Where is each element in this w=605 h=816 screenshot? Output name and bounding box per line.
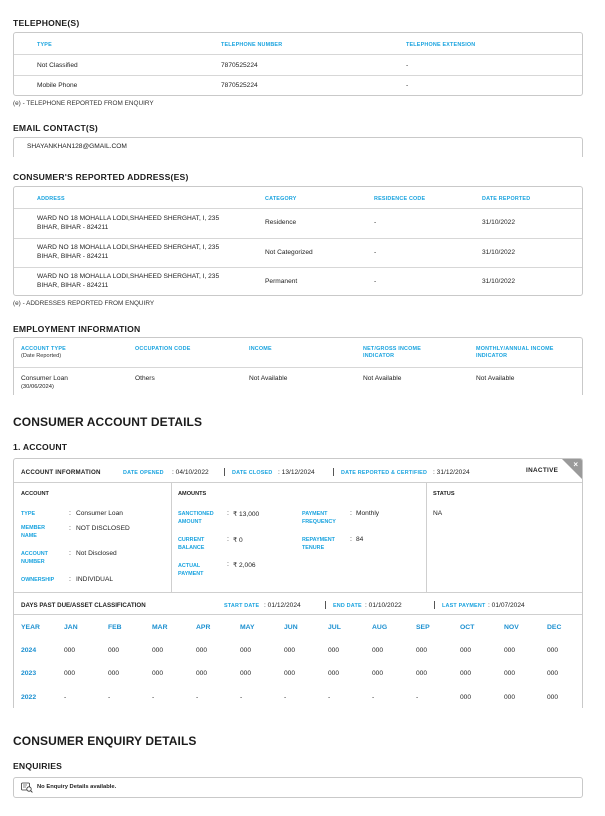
date-opened-value: : 04/10/2022 — [172, 469, 209, 476]
dpd-cell: 000 — [240, 647, 252, 654]
telephones-note: (e) - TELEPHONE REPORTED FROM ENQUIRY — [13, 100, 154, 107]
employment-occupation: Others — [135, 375, 155, 382]
employment-net-gross: Not Available — [363, 375, 402, 382]
enquiry-box — [13, 777, 583, 798]
colon: : — [227, 510, 229, 517]
last-payment-value: : 01/07/2024 — [488, 602, 525, 609]
date-certified-label: DATE REPORTED & CERTIFIED — [341, 470, 428, 476]
dpd-cell: - — [64, 694, 67, 701]
account-info-label: ACCOUNT INFORMATION — [21, 469, 101, 476]
residence-code-header: RESIDENCE CODE — [374, 196, 426, 202]
dpd-cell: 000 — [196, 670, 208, 677]
colon: : — [350, 510, 352, 517]
month-header: DEC — [547, 624, 562, 631]
dpd-cell: - — [108, 694, 111, 701]
account-details-title: CONSUMER ACCOUNT DETAILS — [13, 415, 203, 429]
month-header: FEB — [108, 624, 122, 631]
employment-account-type: Consumer Loan — [21, 375, 68, 382]
ownership-label: OWNERSHIP — [21, 577, 55, 583]
address-category: Residence — [265, 219, 297, 226]
monthly-income-header: MONTHLY/ANNUAL INCOME — [476, 346, 554, 352]
month-header: MAR — [152, 624, 168, 631]
telephone-number: 7870525224 — [221, 82, 258, 89]
actual-payment-value: ₹ 2,006 — [233, 562, 256, 569]
dpd-cell: 000 — [328, 647, 340, 654]
month-header: MAY — [240, 624, 255, 631]
account-number-label-2: NUMBER — [21, 559, 45, 565]
month-header: JUL — [328, 624, 341, 631]
dpd-year: 2023 — [21, 670, 37, 677]
address-line-2: BIHAR, BIHAR - 824211 — [37, 224, 109, 231]
dpd-cell: 000 — [416, 670, 428, 677]
category-header: CATEGORY — [265, 196, 297, 202]
addresses-title: CONSUMER'S REPORTED ADDRESS(ES) — [13, 172, 189, 182]
sanctioned-amount-label: SANCTIONED — [178, 511, 214, 517]
enquiry-title: CONSUMER ENQUIRY DETAILS — [13, 734, 197, 748]
address-line-1: WARD NO 18 MOHALLA LODI,SHAHEED SHERGHAT, I, 235 — [37, 273, 220, 280]
employment-monthly: Not Available — [476, 375, 515, 382]
address-category: Permanent — [265, 278, 298, 285]
dpd-cell: 000 — [284, 647, 296, 654]
member-name-label: MEMBER — [21, 525, 45, 531]
dpd-cell: 000 — [108, 647, 120, 654]
address-residence-code: - — [374, 249, 377, 256]
member-name-label-2: NAME — [21, 533, 37, 539]
address-date: 31/10/2022 — [482, 219, 516, 226]
date-closed-value: : 13/12/2024 — [278, 469, 315, 476]
payment-frequency-value: Monthly — [356, 510, 380, 517]
dpd-cell: 000 — [196, 647, 208, 654]
status-column-title: STATUS — [433, 491, 455, 497]
date-reported-header: DATE REPORTED — [482, 196, 531, 202]
dpd-cell: 000 — [372, 670, 384, 677]
repayment-tenure-label-2: TENURE — [302, 545, 325, 551]
current-balance-value: ₹ 0 — [233, 537, 243, 544]
dpd-cell: 000 — [504, 694, 516, 701]
telephones-table — [13, 32, 583, 96]
dpd-cell: 000 — [108, 670, 120, 677]
colon: : — [227, 536, 229, 543]
dpd-cell: 000 — [504, 647, 516, 654]
year-header: YEAR — [21, 624, 40, 631]
repayment-tenure-value: 84 — [356, 536, 364, 543]
dpd-cell: 000 — [372, 647, 384, 654]
dpd-cell: 000 — [284, 670, 296, 677]
address-header: ADDRESS — [37, 196, 65, 202]
sanctioned-amount-label-2: AMOUNT — [178, 519, 202, 525]
account-card — [13, 458, 583, 708]
date-opened-label: DATE OPENED — [123, 470, 164, 476]
dpd-cell: 000 — [416, 647, 428, 654]
telephones-header-extension: TELEPHONE EXTENSION — [406, 42, 476, 48]
dpd-cell: - — [240, 694, 243, 701]
email-value: SHAYANKHAN128@GMAIL.COM — [27, 143, 127, 150]
amounts-column-title: AMOUNTS — [178, 491, 207, 497]
type-label: TYPE — [21, 511, 36, 517]
addresses-table — [13, 186, 583, 296]
telephone-type: Not Classified — [37, 62, 78, 69]
address-date: 31/10/2022 — [482, 249, 516, 256]
last-payment-label: LAST PAYMENT — [442, 603, 486, 609]
address-line-1: WARD NO 18 MOHALLA LODI,SHAHEED SHERGHAT, I, 235 — [37, 244, 220, 251]
dpd-cell: 000 — [328, 670, 340, 677]
address-line-2: BIHAR, BIHAR - 824211 — [37, 253, 109, 260]
dpd-cell: 000 — [64, 670, 76, 677]
account-number-label: ACCOUNT — [21, 551, 48, 557]
status-value: NA — [433, 510, 443, 517]
payment-frequency-label-2: FREQUENCY — [302, 519, 336, 525]
dpd-cell: 000 — [240, 670, 252, 677]
address-residence-code: - — [374, 219, 377, 226]
colon: : — [69, 576, 71, 583]
net-gross-header: NET/GROSS INCOME — [363, 346, 422, 352]
dpd-cell: 000 — [504, 670, 516, 677]
telephones-header-type: TYPE — [37, 42, 52, 48]
address-category: Not Categorized — [265, 249, 313, 256]
monthly-income-header-2: INDICATOR — [476, 353, 508, 359]
no-enquiry-text: No Enquiry Details available. — [37, 784, 117, 790]
end-date-value: : 01/10/2022 — [365, 602, 402, 609]
corner-flag — [561, 458, 583, 480]
end-date-label: END DATE — [333, 603, 362, 609]
start-date-label: START DATE — [224, 603, 260, 609]
address-date: 31/10/2022 — [482, 278, 516, 285]
month-header: JUN — [284, 624, 298, 631]
dpd-cell: - — [284, 694, 287, 701]
month-header: SEP — [416, 624, 430, 631]
colon: : — [69, 550, 71, 557]
telephone-type: Mobile Phone — [37, 82, 78, 89]
employment-date: (30/06/2024) — [21, 384, 54, 390]
status-badge: INACTIVE — [526, 467, 559, 474]
start-date-value: : 01/12/2024 — [264, 602, 301, 609]
repayment-tenure-label: REPAYMENT — [302, 537, 335, 543]
dpd-cell: 000 — [152, 670, 164, 677]
dpd-cell: 000 — [460, 670, 472, 677]
document-search-icon — [21, 782, 33, 795]
dpd-cell: 000 — [547, 694, 559, 701]
type-value: Consumer Loan — [76, 510, 123, 517]
payment-frequency-label: PAYMENT — [302, 511, 328, 517]
net-gross-header-2: INDICATOR — [363, 353, 395, 359]
income-header: INCOME — [249, 346, 272, 352]
addresses-note: (e) - ADDRESSES REPORTED FROM ENQUIRY — [13, 300, 155, 307]
dpd-cell: 000 — [460, 694, 472, 701]
telephone-extension: - — [406, 82, 409, 89]
enquiries-subtitle: ENQUIRIES — [13, 761, 63, 771]
date-certified-value: : 31/12/2024 — [433, 469, 470, 476]
sanctioned-amount-value: ₹ 13,000 — [233, 511, 260, 518]
occupation-header: OCCUPATION CODE — [135, 346, 191, 352]
dpd-cell: - — [372, 694, 375, 701]
ownership-value: INDIVIDUAL — [76, 576, 114, 583]
close-icon[interactable]: × — [573, 460, 578, 469]
current-balance-label-2: BALANCE — [178, 545, 205, 551]
address-line-1: WARD NO 18 MOHALLA LODI,SHAHEED SHERGHAT, I, 235 — [37, 215, 220, 222]
dpd-cell: 000 — [64, 647, 76, 654]
month-header: AUG — [372, 624, 388, 631]
address-line-2: BIHAR, BIHAR - 824211 — [37, 282, 109, 289]
colon: : — [227, 561, 229, 568]
dpd-cell: 000 — [460, 647, 472, 654]
dpd-cell: - — [152, 694, 155, 701]
dpd-cell: 000 — [547, 670, 559, 677]
account-column-title: ACCOUNT — [21, 491, 49, 497]
telephones-header-number: TELEPHONE NUMBER — [221, 42, 283, 48]
employment-table — [13, 337, 583, 395]
dpd-cell: - — [328, 694, 331, 701]
telephone-number: 7870525224 — [221, 62, 258, 69]
dpd-cell: - — [416, 694, 419, 701]
colon: : — [350, 536, 352, 543]
dpd-year: 2024 — [21, 647, 37, 654]
dpd-cell: 000 — [152, 647, 164, 654]
email-box — [13, 137, 583, 157]
dpd-cell: - — [196, 694, 199, 701]
dpd-cell: 000 — [547, 647, 559, 654]
month-header: OCT — [460, 624, 475, 631]
telephones-title: TELEPHONE(S) — [13, 18, 80, 28]
employment-income: Not Available — [249, 375, 288, 382]
account-number-value: Not Disclosed — [76, 550, 117, 557]
date-reported-subheader: (Date Reported) — [21, 353, 62, 359]
address-residence-code: - — [374, 278, 377, 285]
employment-title: EMPLOYMENT INFORMATION — [13, 324, 141, 334]
member-name-value: NOT DISCLOSED — [76, 525, 130, 532]
month-header: NOV — [504, 624, 519, 631]
account-subtitle: 1. ACCOUNT — [13, 442, 68, 452]
telephone-extension: - — [406, 62, 409, 69]
month-header: APR — [196, 624, 211, 631]
account-type-header: ACCOUNT TYPE — [21, 346, 66, 352]
colon: : — [69, 525, 71, 532]
email-title: EMAIL CONTACT(S) — [13, 123, 98, 133]
date-closed-label: DATE CLOSED — [232, 470, 273, 476]
actual-payment-label: ACTUAL — [178, 563, 201, 569]
colon: : — [69, 510, 71, 517]
current-balance-label: CURRENT — [178, 537, 205, 543]
month-header: JAN — [64, 624, 78, 631]
actual-payment-label-2: PAYMENT — [178, 571, 204, 577]
dpd-title: DAYS PAST DUE/ASSET CLASSIFICATION — [21, 602, 146, 609]
dpd-year: 2022 — [21, 694, 37, 701]
